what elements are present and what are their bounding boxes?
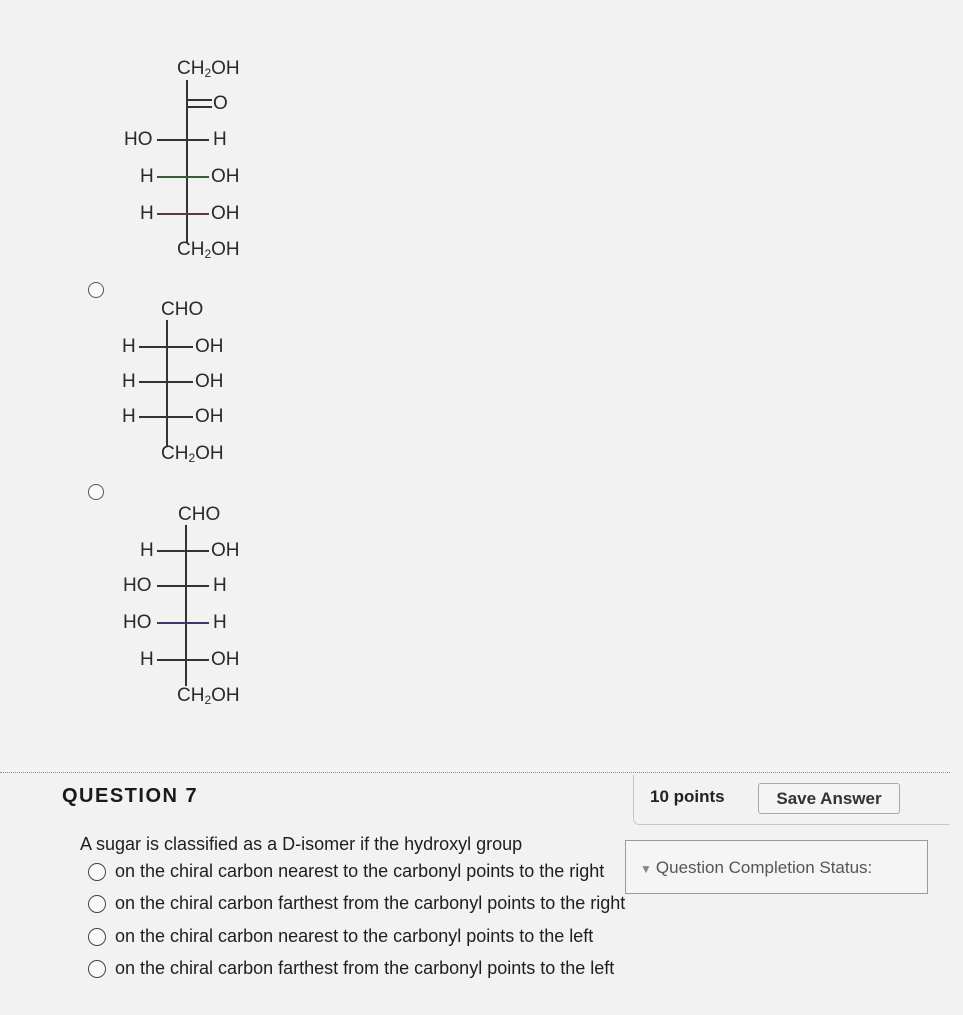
structure-a-double-bond-1 [187,99,212,101]
structure-c-bottom: $CH_2OH$ [177,685,240,707]
answer-option-4-label[interactable]: on the chiral carbon farthest from the carbonyl points to the left [115,958,615,978]
structure-c-row3-left: HO [123,612,152,633]
structure-b-bottom: $CH_2OH$ [161,443,224,465]
answer-option-2-radio[interactable] [88,895,106,913]
answer-option-1-label[interactable]: on the chiral carbon nearest to the carbonyl points to the right [115,861,605,881]
structure-a-row1-bond [157,139,209,141]
answer-option-3-radio[interactable] [88,928,106,946]
structure-a-row1-right: H [213,129,227,150]
structure-c-row3-right: H [213,612,227,633]
completion-status-panel[interactable] [625,840,928,894]
structure-c-row1-bond [157,550,209,552]
collapse-triangle-icon[interactable]: ▼ [640,862,652,876]
structure-b-row1-right: OH [195,336,224,357]
structure-a-row2-right: OH [211,166,240,187]
question-divider [0,772,950,773]
structure-a-bottom: $CH_2OH$ [177,239,240,261]
structure-b-row2-left: H [122,371,136,392]
structure-b-row3-left: H [122,406,136,427]
structure-c-row2-left: HO [123,575,152,596]
structure-b-row1-bond [139,346,193,348]
answer-option-1[interactable] [88,861,604,883]
answer-option-1-radio[interactable] [88,863,106,881]
structure-c-radio[interactable] [88,484,104,500]
structure-c-row4-right: OH [211,649,240,670]
structure-b-row1-left: H [122,336,136,357]
answer-option-2-label[interactable]: on the chiral carbon farthest from the carbonyl points to the right [115,893,626,913]
structure-b-radio[interactable] [88,282,104,298]
structure-a-row3-bond [157,213,209,215]
structure-b-backbone [166,320,168,446]
answer-option-4[interactable] [88,958,614,980]
question-points: 10 points [650,787,725,806]
answer-option-3-label[interactable]: on the chiral carbon nearest to the carbonyl points to the left [115,926,594,946]
structure-c-row3-bond [157,622,209,624]
structure-a-row3-left: H [140,203,154,224]
structure-c-row1-left: H [140,540,154,561]
answer-option-3[interactable] [88,926,593,948]
structure-b-row2-bond [139,381,193,383]
structure-a-row1-left: HO [124,129,153,150]
structure-c-top: CHO [178,504,221,525]
structure-b-row2-right: OH [195,371,224,392]
answer-option-4-radio[interactable] [88,960,106,978]
question-stem: A sugar is classified as a D-isomer if the hydroxyl group [80,834,523,854]
structure-b-row3-bond [139,416,193,418]
completion-status-label: Question Completion Status: [655,858,873,877]
structure-a-backbone [186,80,188,243]
structure-a-double-bond-2 [187,106,212,108]
structure-a-carbonyl-o: O [213,93,228,114]
structure-b-row3-right: OH [195,406,224,427]
structure-c-row2-bond [157,585,209,587]
structure-c-row1-right: OH [211,540,240,561]
structure-c-row2-right: H [213,575,227,596]
save-answer-button[interactable]: Save Answer [758,783,900,814]
structure-a-row2-bond [157,176,209,178]
structure-a-row3-right: OH [211,203,240,224]
answer-option-2[interactable] [88,893,625,915]
structure-a-row2-left: H [140,166,154,187]
structure-a-top: $CH_2OH$ [177,58,240,80]
structure-c-row4-bond [157,659,209,661]
structure-c-row4-left: H [140,649,154,670]
structure-b-top: CHO [161,299,204,320]
question-title: QUESTION 7 [62,785,199,807]
